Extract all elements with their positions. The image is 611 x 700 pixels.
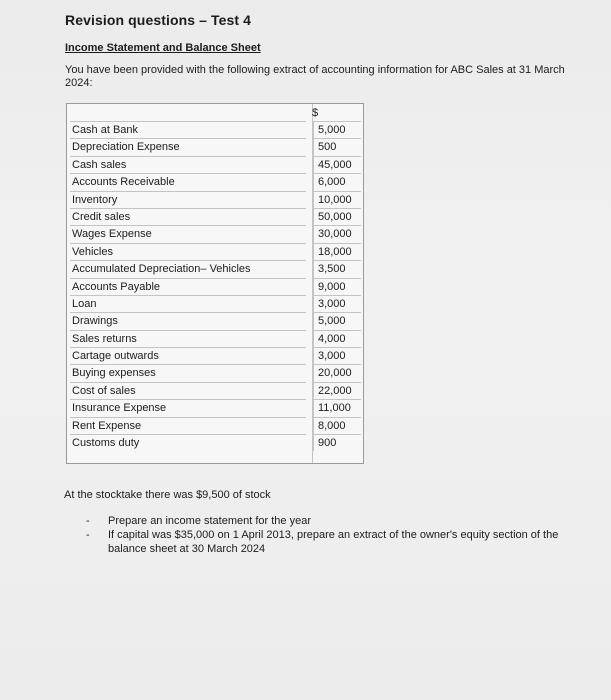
row-label: Sales returns [70,330,306,347]
row-value: 30,000 [313,225,361,242]
dash-bullet-icon: - [86,529,90,541]
table-row [67,138,363,155]
task-item [86,528,586,556]
table-row [67,434,363,451]
table-row [67,191,363,208]
row-label: Cost of sales [70,382,306,399]
table-row [67,399,363,416]
row-value: 9,000 [313,278,361,295]
table-row [67,347,363,364]
row-value: 11,000 [313,399,361,416]
table-row [67,312,363,329]
table-row [67,243,363,260]
table-row [67,382,363,399]
accounts-table [66,103,364,464]
row-value: 50,000 [313,208,361,225]
table-row [67,156,363,173]
table-row [67,417,363,434]
document-subtitle: Income Statement and Balance Sheet [65,42,261,54]
task-text: Prepare an income statement for the year [108,515,311,527]
row-label: Drawings [70,312,306,329]
row-value: 45,000 [313,156,361,173]
task-text: If capital was $35,000 on 1 April 2013, prepare an extract of the owner's equity section of the balance sheet at 30 March 2024 [108,529,559,555]
table-row [67,330,363,347]
table-header [67,104,363,118]
table-body [67,121,363,451]
task-item [86,514,586,528]
currency-header: $ [312,107,319,119]
row-value: 22,000 [313,382,361,399]
row-label: Inventory [70,191,306,208]
row-label: Insurance Expense [70,399,306,416]
row-label: Accounts Payable [70,278,306,295]
row-value: 10,000 [313,191,361,208]
row-label: Buying expenses [70,364,306,381]
row-label: Depreciation Expense [70,138,306,155]
row-value: 5,000 [313,312,361,329]
row-label: Wages Expense [70,225,306,242]
intro-paragraph: You have been provided with the following extract of accounting information for ABC Sales at 31 March 2024: [65,64,565,89]
row-value: 5,000 [313,121,361,138]
row-value: 3,000 [313,347,361,364]
stocktake-note: At the stocktake there was $9,500 of stock [64,489,271,501]
row-value: 4,000 [313,330,361,347]
document-title: Revision questions – Test 4 [65,12,252,28]
row-value: 3,000 [313,295,361,312]
table-row [67,121,363,138]
row-label: Loan [70,295,306,312]
row-value: 18,000 [313,243,361,260]
row-label: Accounts Receivable [70,173,306,190]
row-label: Rent Expense [70,417,306,434]
row-label: Cartage outwards [70,347,306,364]
table-row [67,260,363,277]
row-value: 20,000 [313,364,361,381]
table-row [67,173,363,190]
row-label: Credit sales [70,208,306,225]
row-label: Accumulated Depreciation– Vehicles [70,260,306,277]
table-row [67,278,363,295]
table-row [67,225,363,242]
row-label: Cash at Bank [70,121,306,138]
row-value: 900 [313,434,361,451]
task-list [86,514,586,556]
table-row [67,208,363,225]
table-row [67,364,363,381]
row-value: 500 [313,138,361,155]
row-label: Customs duty [70,434,306,451]
row-value: 6,000 [313,173,361,190]
row-value: 3,500 [313,260,361,277]
row-label: Vehicles [70,243,306,260]
row-label: Cash sales [70,156,306,173]
dash-bullet-icon: - [86,515,90,527]
row-value: 8,000 [313,417,361,434]
table-row [67,295,363,312]
